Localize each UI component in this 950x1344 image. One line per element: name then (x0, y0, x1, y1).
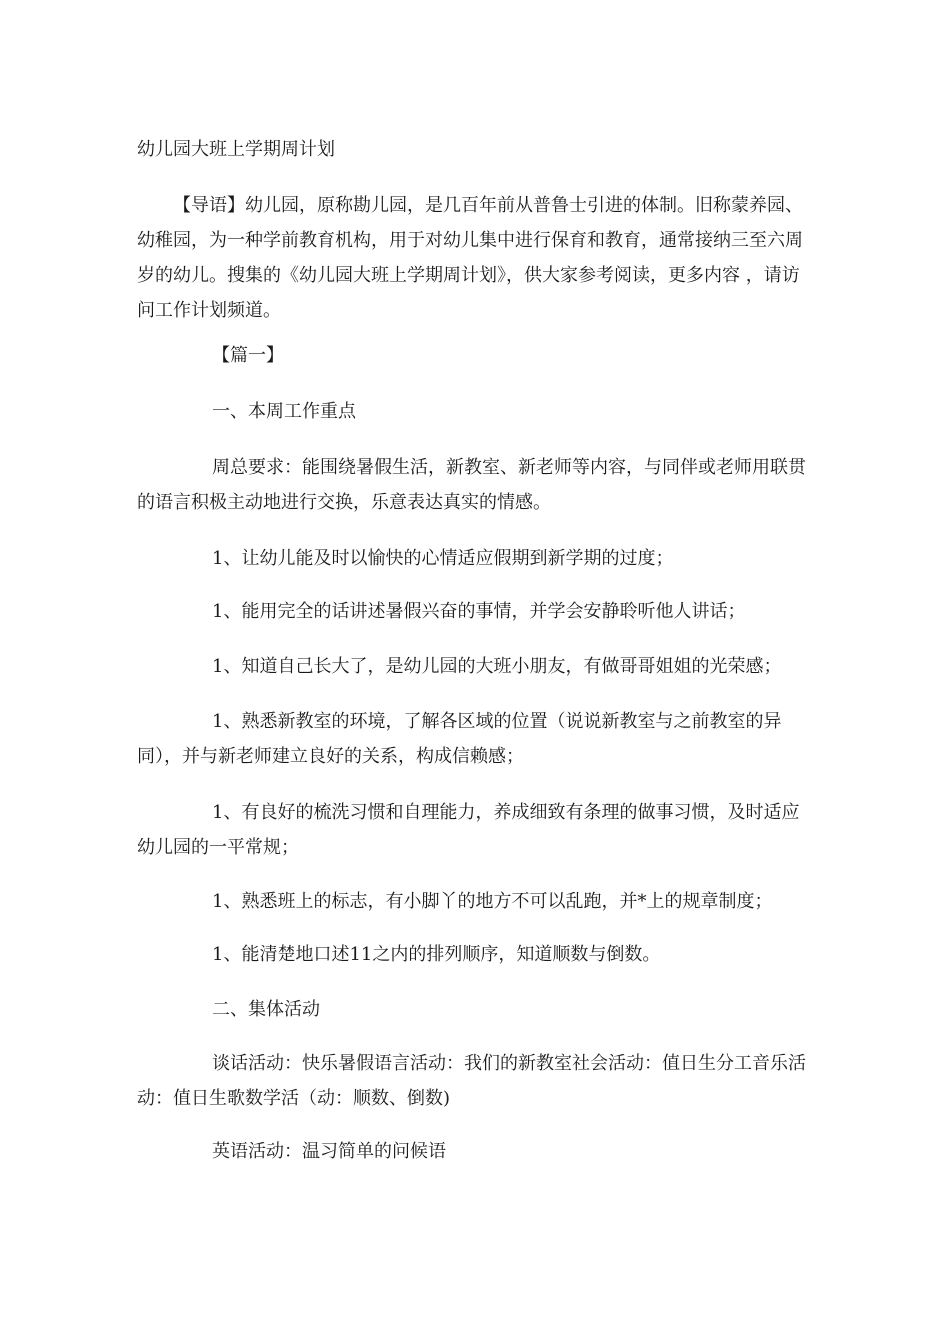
activities-paragraph: 谈话活动：快乐暑假语言活动：我们的新教室社会活动：值日生分工音乐活动：值日生歌数学活（动：顺数、倒数) (137, 1053, 806, 1109)
part-label: 【篇一】 (212, 345, 284, 366)
english-activity: 英语活动：温习简单的问候语 (212, 1141, 446, 1162)
document-title: 幼儿园大班上学期周计划 (137, 139, 335, 160)
goal-item: 1、让幼儿能及时以愉快的心情适应假期到新学期的过度； (212, 548, 674, 569)
goal-item: 1、熟悉班上的标志，有小脚丫的地方不可以乱跑，并*上的规章制度； (212, 891, 773, 912)
goal-item: 1、熟悉新教室的环境，了解各区域的位置（说说新教室与之前教室的异同），并与新老师建立良好的关系，构成信赖感； (137, 711, 782, 767)
section1-heading: 一、本周工作重点 (212, 401, 356, 422)
goal-item: 1、能清楚地口述11之内的排列顺序，知道顺数与倒数。 (212, 944, 661, 965)
goal-item: 1、知道自己长大了，是幼儿园的大班小朋友，有做哥哥姐姐的光荣感； (212, 656, 782, 677)
section2-heading: 二、集体活动 (212, 999, 320, 1020)
goal-item: 1、能用完全的话讲述暑假兴奋的事情，并学会安静聆听他人讲话； (212, 601, 746, 622)
goal-item: 1、有良好的梳洗习惯和自理能力，养成细致有条理的做事习惯，及时适应幼儿园的一平常规； (137, 802, 800, 858)
intro-paragraph: 【导语】幼儿园，原称勘儿园，是几百年前从普鲁士引进的体制。旧称蒙养园、幼稚园，为一种学前教育机构，用于对幼儿集中进行保育和教育，通常接纳三至六周岁的幼儿。搜集的《幼儿园大班上学期周计划》，供大家参考阅读，更多内容 ，请访问工作计划频道。 (137, 195, 803, 321)
section1-summary: 周总要求：能围绕暑假生活，新教室、新老师等内容，与同伴或老师用联贯的语言积极主动地进行交换，乐意表达真实的情感。 (137, 457, 806, 513)
